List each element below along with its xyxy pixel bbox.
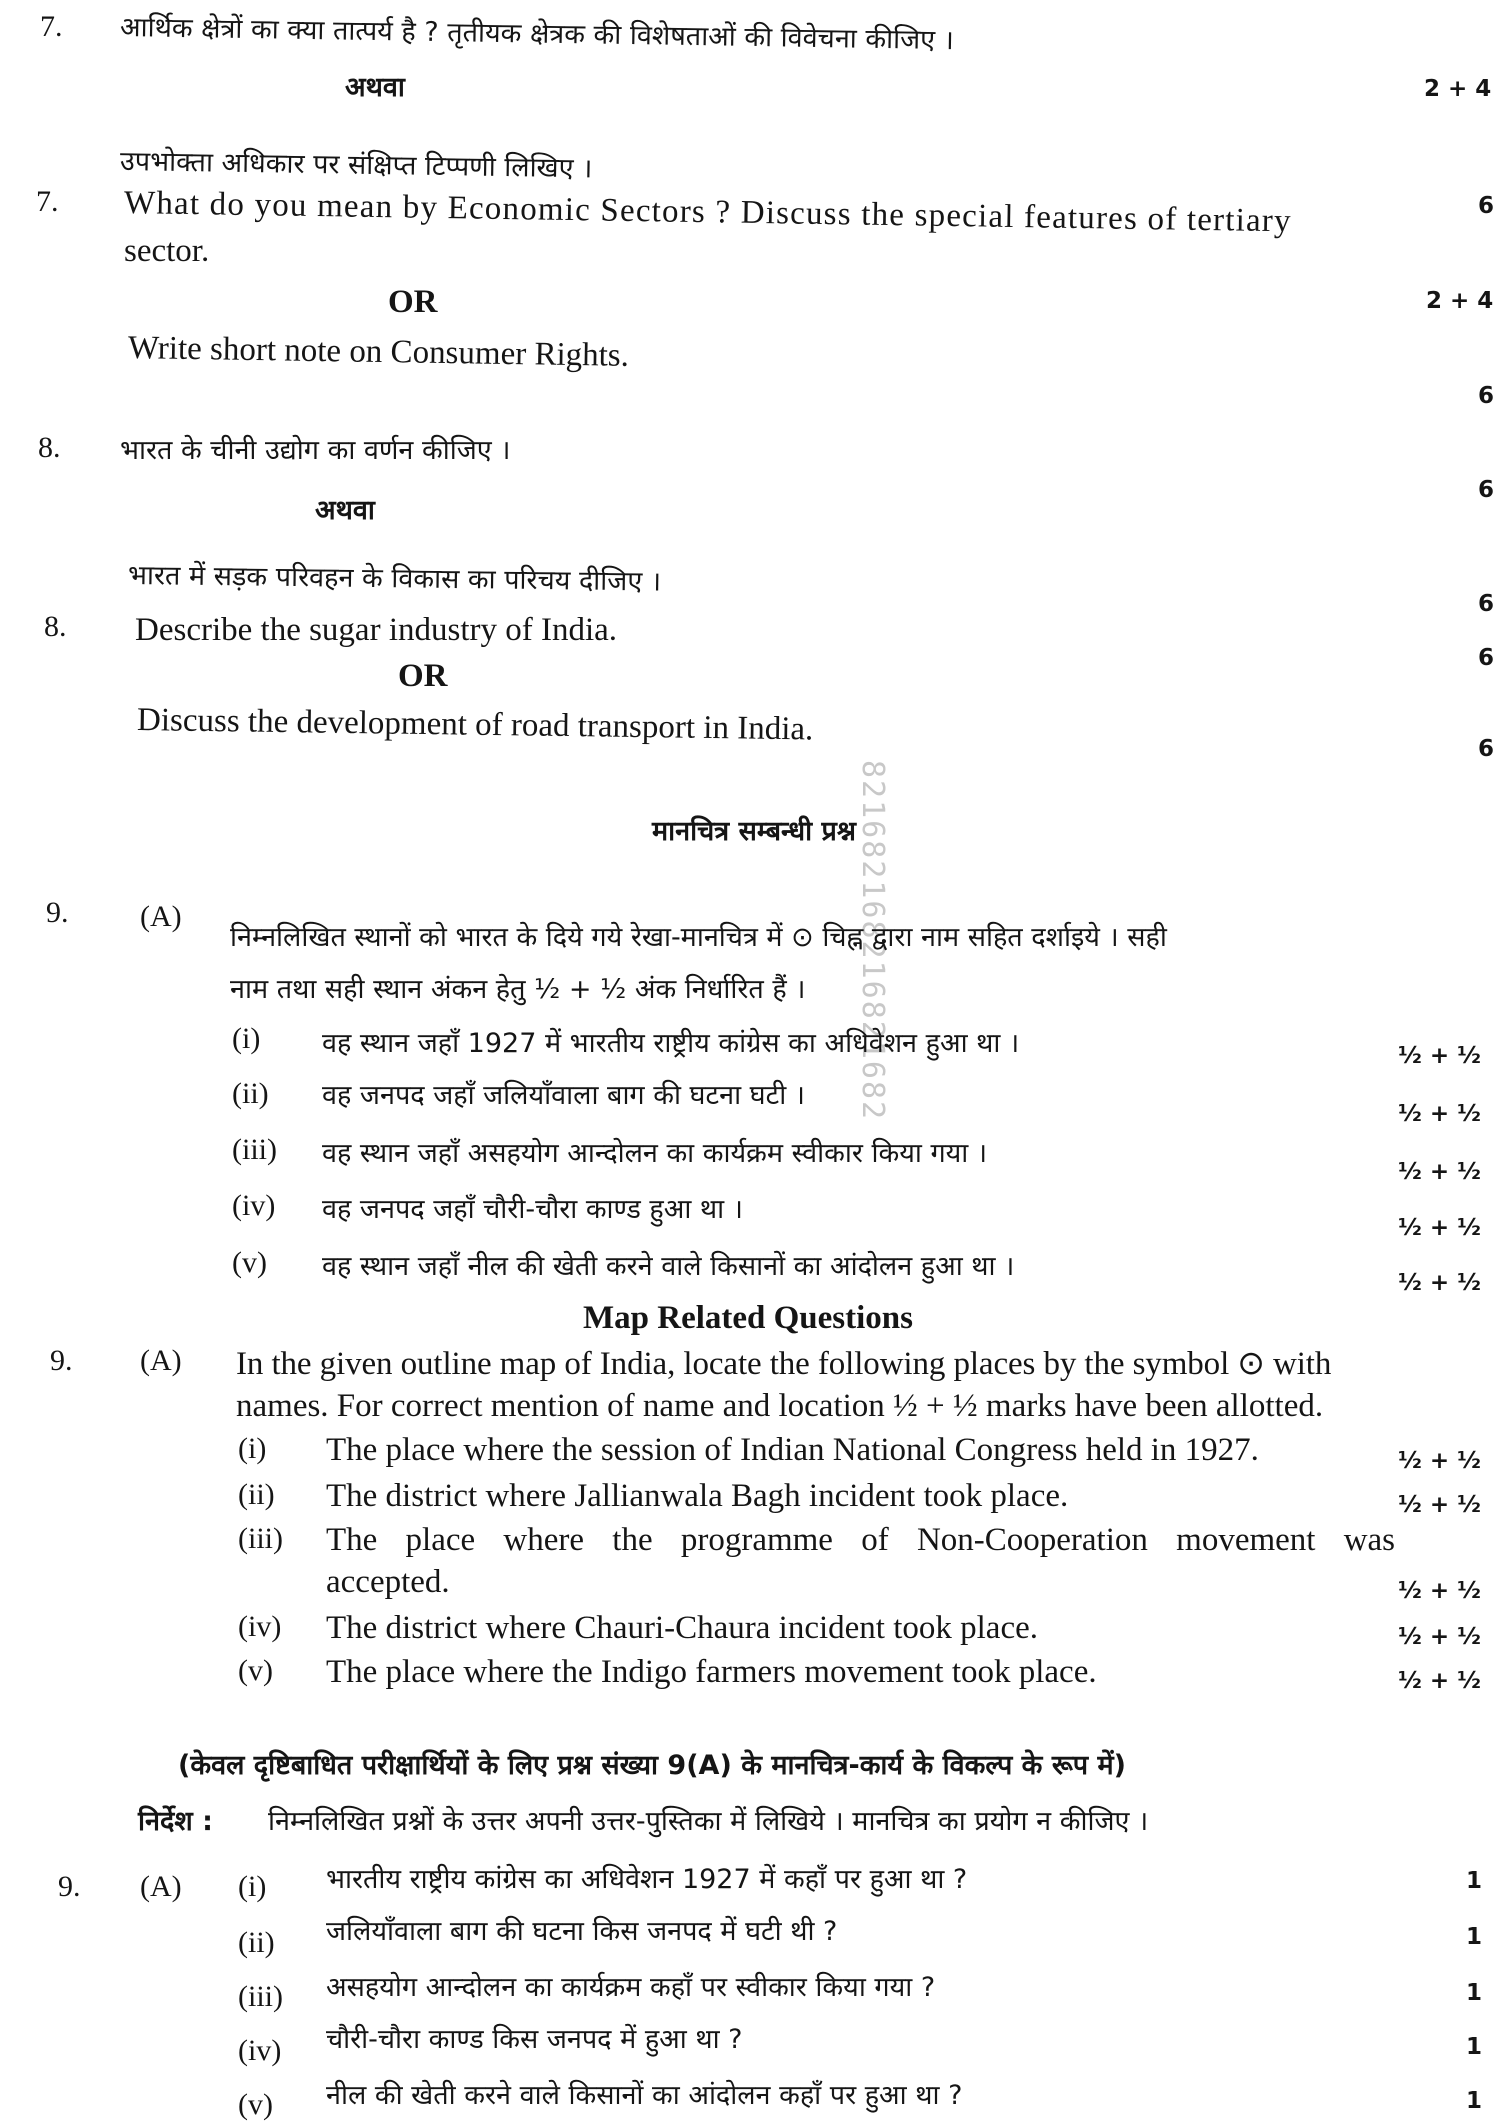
q7-alternative-hi: उपभोक्ता अधिकार पर संक्षिप्त टिप्पणी लिखिए । [119, 146, 593, 185]
map-hi-item-text: वह स्थान जहाँ 1927 में भारतीय राष्ट्रीय कांग्रेस का अधिवेशन हुआ था । [322, 1028, 1020, 1059]
map-en-item-marks: ½ + ½ [1398, 1668, 1481, 1694]
vi-item-text: जलियाँवाला बाग की घटना किस जनपद में घटी थी ? [326, 1916, 838, 1947]
map-hi-item-text: वह स्थान जहाँ असहयोग आन्दोलन का कार्यक्रम स्वीकार किया गया । [322, 1138, 988, 1169]
q7-marks-en-alt: 6 [1478, 383, 1495, 409]
map-intro-en-line1: In the given outline map of India, locate the following places by the symbol ⊙ with [236, 1346, 1332, 1382]
map-hi-item-marks: ½ + ½ [1398, 1159, 1481, 1185]
map-en-item-num: (ii) [238, 1478, 275, 1511]
map-hi-item-num: (ii) [232, 1077, 269, 1110]
map-hi-item-num: (iii) [232, 1133, 277, 1166]
q7-number-hi: 7. [40, 10, 63, 43]
q8-marks-hi-alt: 6 [1478, 591, 1495, 617]
map-hi-item-text: वह जनपद जहाँ चौरी-चौरा काण्ड हुआ था । [322, 1194, 743, 1225]
q8-question-en: Describe the sugar industry of India. [135, 612, 618, 648]
map-hi-item-marks: ½ + ½ [1398, 1215, 1481, 1241]
q8-number-en: 8. [44, 610, 67, 643]
map-hi-item-text: वह स्थान जहाँ नील की खेती करने वाले किसानों का आंदोलन हुआ था । [322, 1251, 1015, 1282]
map-intro-en-line2: names. For correct mention of name and location ½ + ½ marks have been allotted. [236, 1388, 1324, 1424]
q8-number-hi: 8. [38, 431, 61, 464]
q8-marks-en-main: 6 [1478, 645, 1495, 671]
map-en-item-num: (i) [238, 1432, 267, 1465]
vi-instruction-text: निम्नलिखित प्रश्नों के उत्तर अपनी उत्तर-पुस्तिका में लिखिये । मानचित्र का प्रयोग न कीजिए । [268, 1806, 1149, 1837]
map-intro-hi-line1: निम्नलिखित स्थानों को भारत के दिये गये रेखा-मानचित्र में ⊙ चिह्न द्वारा नाम सहित दर्शाइये । सही [230, 922, 1167, 953]
map-en-item-text: The district where Jallianwala Bagh incident took place. [326, 1478, 1069, 1514]
q7-question-en-line2: sector. [124, 233, 210, 269]
q9-part-hi: (A) [140, 900, 182, 933]
q8-or-en: OR [398, 658, 448, 694]
q9-number-vi: 9. [58, 1870, 81, 1903]
q9-number-hi: 9. [46, 896, 69, 929]
vi-item-num: (iv) [238, 2034, 282, 2067]
vi-item-text: भारतीय राष्ट्रीय कांग्रेस का अधिवेशन 1927 में कहाँ पर हुआ था ? [326, 1864, 968, 1895]
map-hi-item-text: वह जनपद जहाँ जलियाँवाला बाग की घटना घटी । [322, 1080, 806, 1111]
q8-or-hi: अथवा [315, 495, 375, 526]
q7-marks-hi-alt: 6 [1478, 193, 1495, 219]
map-hi-item-num: (v) [232, 1246, 267, 1279]
q8-question-hi: भारत के चीनी उद्योग का वर्णन कीजिए । [120, 435, 511, 466]
vi-item-num: (ii) [238, 1926, 275, 1959]
map-en-item-text: The place where the Indigo farmers movement took place. [326, 1654, 1097, 1690]
map-en-item-text-cont: accepted. [326, 1564, 450, 1600]
map-hi-item-marks: ½ + ½ [1398, 1101, 1481, 1127]
vi-item-text: असहयोग आन्दोलन का कार्यक्रम कहाँ पर स्वीकार किया गया ? [326, 1972, 936, 2003]
map-hi-item-num: (i) [232, 1022, 261, 1055]
q9-number-en: 9. [50, 1344, 73, 1377]
map-en-item-text: The place where the session of Indian National Congress held in 1927. [326, 1432, 1259, 1468]
q7-or-hi: अथवा [345, 72, 405, 103]
vi-heading: (केवल दृष्टिबाधित परीक्षार्थियों के लिए प्रश्न संख्या 9(A) के मानचित्र-कार्य के विकल्प के रूप में) [178, 1750, 1127, 1781]
vi-item-num: (i) [238, 1870, 267, 1903]
vi-item-marks: 1 [1466, 2034, 1483, 2060]
map-en-item-marks: ½ + ½ [1398, 1624, 1481, 1650]
vi-item-marks: 1 [1466, 1980, 1483, 2006]
q7-number-en: 7. [36, 185, 59, 218]
map-en-item-marks: ½ + ½ [1398, 1578, 1481, 1604]
vi-item-text: चौरी-चौरा काण्ड किस जनपद में हुआ था ? [326, 2024, 743, 2055]
vi-item-num: (v) [238, 2088, 273, 2121]
map-en-item-text: The place where the programme of Non-Cooperation movement was [326, 1522, 1396, 1558]
map-intro-hi-line2: नाम तथा सही स्थान अंकन हेतु ½ + ½ अंक निर्धारित हैं । [230, 974, 806, 1005]
map-hi-item-marks: ½ + ½ [1398, 1043, 1481, 1069]
map-en-item-text: The district where Chauri-Chaura incident took place. [326, 1610, 1038, 1646]
vi-item-marks: 1 [1466, 1868, 1483, 1894]
vertical-watermark: 821682168216821682 [855, 760, 890, 1122]
q7-question-en-line1: What do you mean by Economic Sectors ? Discuss the special features of tertiary [123, 185, 1293, 240]
vi-item-marks: 1 [1466, 1924, 1483, 1950]
q7-marks-en-main: 2 + 4 [1426, 288, 1494, 314]
map-en-item-marks: ½ + ½ [1398, 1492, 1481, 1518]
map-en-item-marks: ½ + ½ [1398, 1448, 1481, 1474]
q8-marks-hi-main: 6 [1478, 477, 1495, 503]
map-hi-item-marks: ½ + ½ [1398, 1270, 1481, 1296]
vi-item-text: नील की खेती करने वाले किसानों का आंदोलन कहाँ पर हुआ था ? [326, 2080, 963, 2111]
q8-marks-en-alt: 6 [1478, 736, 1495, 762]
map-en-item-num: (v) [238, 1654, 273, 1687]
q9-part-en: (A) [140, 1344, 182, 1377]
q7-marks-hi-main: 2 + 4 [1424, 76, 1492, 102]
q8-alternative-hi: भारत में सड़क परिवहन के विकास का परिचय दीजिए । [127, 560, 662, 598]
map-heading-en: Map Related Questions [583, 1300, 913, 1336]
q7-alternative-en: Write short note on Consumer Rights. [127, 330, 630, 374]
map-hi-item-num: (iv) [232, 1189, 276, 1222]
vi-item-num: (iii) [238, 1980, 283, 2013]
q7-question-hi: आर्थिक क्षेत्रों का क्या तात्पर्य है ? तृतीयक क्षेत्रक की विशेषताओं की विवेचना कीजिए । [119, 12, 955, 57]
vi-item-marks: 1 [1466, 2088, 1483, 2114]
q8-alternative-en: Discuss the development of road transport in India. [136, 702, 814, 748]
q7-or-en: OR [388, 284, 438, 320]
vi-instruction-label: निर्देश : [138, 1806, 213, 1837]
map-heading-hi: मानचित्र सम्बन्धी प्रश्न [652, 816, 856, 847]
q9-part-vi: (A) [140, 1870, 182, 1903]
map-en-item-num: (iii) [238, 1522, 283, 1555]
map-en-item-num: (iv) [238, 1610, 282, 1643]
